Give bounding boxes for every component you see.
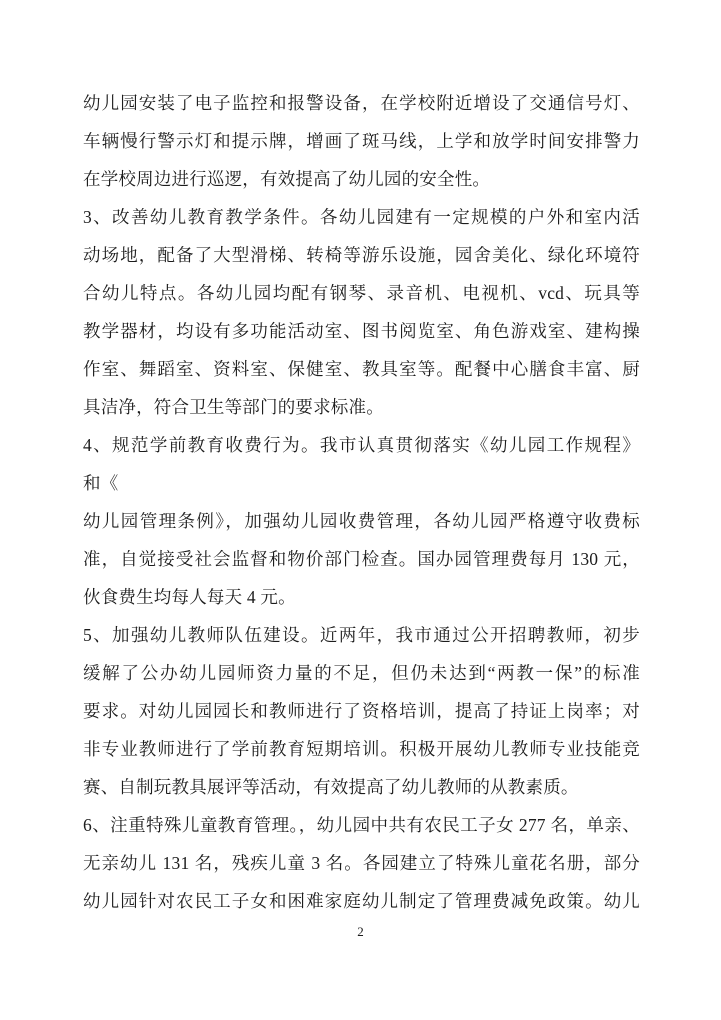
document-body xyxy=(83,84,640,920)
text-line: 3、改善幼儿教育教学条件。各幼儿园建有一定规模的户外和室内活 xyxy=(83,207,640,227)
page-number: 2 xyxy=(357,924,364,939)
text-line: 要求。对幼儿园园长和教师进行了资格培训，提高了持证上岗率；对 xyxy=(83,701,640,721)
text-line: 合幼儿特点。各幼儿园均配有钢琴、录音机、电视机、vcd、玩具等 xyxy=(83,283,640,303)
text-line: 5、加强幼儿教师队伍建设。近两年，我市通过公开招聘教师，初步 xyxy=(83,625,640,645)
text-line: 非专业教师进行了学前教育短期培训。积极开展幼儿教师专业技能竞 xyxy=(83,739,640,759)
text-line: 具洁净，符合卫生等部门的要求标准。 xyxy=(83,397,384,417)
text-line: 幼儿园管理条例》，加强幼儿园收费管理，各幼儿园严格遵守收费标 xyxy=(83,511,640,531)
text-line: 幼儿园安装了电子监控和报警设备，在学校附近增设了交通信号灯、 xyxy=(83,93,640,113)
text-line: 动场地，配备了大型滑梯、转椅等游乐设施，园舍美化、绿化环境符 xyxy=(83,245,640,265)
text-line: 赛、自制玩教具展评等活动，有效提高了幼儿教师的从教素质。 xyxy=(83,777,579,797)
text-line: 作室、舞蹈室、资料室、保健室、教具室等。配餐中心膳食丰富、厨 xyxy=(83,359,640,379)
text-line: 在学校周边进行巡逻，有效提高了幼儿园的安全性。 xyxy=(83,169,491,189)
text-line: 4、规范学前教育收费行为。我市认真贯彻落实《幼儿园工作规程》 xyxy=(83,435,640,455)
text-line: 缓解了公办幼儿园师资力量的不足，但仍未达到“两教一保”的标准 xyxy=(83,663,640,683)
text-line: 6、注重特殊儿童教育管理。，幼儿园中共有农民工子女 277 名，单亲、 xyxy=(83,815,640,835)
text-line: 幼儿园针对农民工子女和困难家庭幼儿制定了管理费减免政策。幼儿 xyxy=(83,891,640,911)
text-line: 无亲幼儿 131 名，残疾儿童 3 名。各园建立了特殊儿童花名册，部分 xyxy=(83,853,640,873)
text-line: 车辆慢行警示灯和提示牌，增画了斑马线，上学和放学时间安排警力 xyxy=(83,131,640,151)
text-line: 和《 xyxy=(83,473,119,493)
text-line: 准，自觉接受社会监督和物价部门检查。国办园管理费每月 130 元， xyxy=(83,549,640,569)
text-line: 教学器材，均设有多功能活动室、图书阅览室、角色游戏室、建构操 xyxy=(83,321,640,341)
text-line: 伙食费生均每人每天 4 元。 xyxy=(83,587,296,607)
